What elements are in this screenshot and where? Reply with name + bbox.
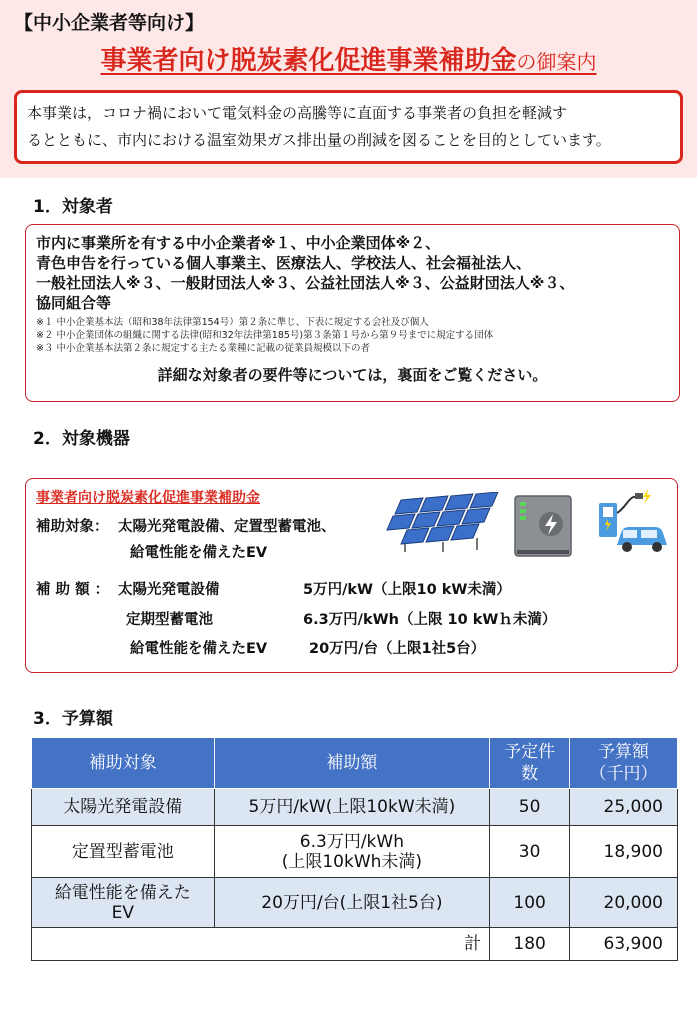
cell-count: 100 xyxy=(490,878,570,928)
intro-line: 本事業は，コロナ禍において電気料金の高騰等に直面する事業者の負担を軽減す xyxy=(27,104,568,122)
section1-heading: 1．対象者 xyxy=(33,197,113,217)
table-row xyxy=(32,789,678,826)
eligible-target-box xyxy=(25,224,680,402)
header-line: 予定件 xyxy=(504,742,556,762)
amount-value: 6.3万円/kWh（上限 10 kWｈ未満） xyxy=(303,612,557,628)
header-line: 予算額 xyxy=(598,742,650,762)
table-row xyxy=(32,878,678,928)
detail-note: 詳細な対象者の要件等については，裏面をご覧ください。 xyxy=(157,366,548,384)
solar-panel-icon xyxy=(383,492,503,554)
battery-storage-icon xyxy=(513,494,573,558)
section3-heading: 3．予算額 xyxy=(33,709,113,729)
amount-value: 5万円/kW（上限10 kW未満） xyxy=(303,582,511,598)
subsidy-amount-label: 補 助 額 ： xyxy=(36,582,110,598)
subsidy-name: 事業者向け脱炭素化促進事業補助金 xyxy=(36,490,260,506)
table-total-row xyxy=(32,928,678,961)
subsidy-target-value: 太陽光発電設備、定置型蓄電池、 xyxy=(118,519,336,535)
cell-count: 30 xyxy=(490,826,570,878)
amount-item: 太陽光発電設備 xyxy=(118,582,220,598)
header-line: 数 xyxy=(521,764,539,784)
col-header-target: 補助対象 xyxy=(32,738,215,789)
ev-charging-icon xyxy=(593,487,671,559)
cell-budget: 25,000 xyxy=(570,789,678,826)
cell-amount: 20万円/台(上限1社5台) xyxy=(214,878,490,928)
footnote: ※２ 中小企業団体の組織に関する法律(昭和32年法律第185号)第３条第１号から第９号までに規定する団体 xyxy=(36,330,494,341)
amount-value: 20万円/台（上限1社5台） xyxy=(309,641,486,657)
eligible-target-line: 協同組合等 xyxy=(36,294,112,312)
equipment-box xyxy=(25,478,678,673)
cell-target: 定置型蓄電池 xyxy=(32,826,215,878)
title-main: 事業者向け脱炭素化促進事業補助金 xyxy=(100,46,517,76)
header-line: （千円） xyxy=(589,764,658,784)
eligible-target-line: 青色申告を行っている個人事業主、医療法人、学校法人、社会福祉法人、 xyxy=(36,254,532,272)
eligible-target-line: 一般社団法人※３、一般財団法人※３、公益社団法人※３、公益財団法人※３、 xyxy=(36,274,575,292)
col-header-amount: 補助額 xyxy=(214,738,490,789)
footnote: ※１ 中小企業基本法（昭和38年法律第154号）第２条に準じ、下表に規定する会社及び個人 xyxy=(36,317,429,328)
amount-item: 給電性能を備えたEV xyxy=(130,641,268,657)
cell-budget: 20,000 xyxy=(570,878,678,928)
page-title xyxy=(0,40,697,77)
intro-box xyxy=(14,90,683,164)
eligible-target-line: 市内に事業所を有する中小企業者※１、中小企業団体※２、 xyxy=(36,234,441,252)
total-label: 計 xyxy=(32,928,490,961)
cell-target xyxy=(32,878,215,928)
col-header-budget xyxy=(570,738,678,789)
cell-amount: 5万円/kW(上限10kW未満) xyxy=(214,789,490,826)
intro-line: るとともに、市内における温室効果ガス排出量の削減を図ることを目的としています。 xyxy=(27,131,611,149)
subsidy-target-value: 給電性能を備えたEV xyxy=(130,545,268,561)
subsidy-target-label: 補助対象： xyxy=(36,519,109,535)
cell-amount-line: (上限10kWh未満) xyxy=(281,851,423,872)
title-suffix: の御案内 xyxy=(516,50,597,74)
total-budget: 63,900 xyxy=(570,928,678,961)
table-header-row xyxy=(32,738,678,789)
cell-count: 50 xyxy=(490,789,570,826)
footnote: ※３ 中小企業基本法第２条に規定する主たる業種に記載の従業員規模以下の者 xyxy=(36,343,370,354)
col-header-count xyxy=(490,738,570,789)
cell-target-line: EV xyxy=(111,902,134,923)
cell-target-line: 給電性能を備えた xyxy=(54,882,191,903)
budget-table xyxy=(31,737,678,961)
cell-amount-line: 6.3万円/kWh xyxy=(299,831,404,852)
eligible-target-list xyxy=(36,233,669,313)
cell-target: 太陽光発電設備 xyxy=(32,789,215,826)
cell-budget: 18,900 xyxy=(570,826,678,878)
total-count: 180 xyxy=(490,928,570,961)
table-row xyxy=(32,826,678,878)
cell-amount xyxy=(214,826,490,878)
audience-label: 【中小企業者等向け】 xyxy=(14,12,205,34)
footnotes xyxy=(36,316,669,355)
section2-heading: 2．対象機器 xyxy=(33,429,130,449)
amount-item: 定期型蓄電池 xyxy=(126,612,213,628)
